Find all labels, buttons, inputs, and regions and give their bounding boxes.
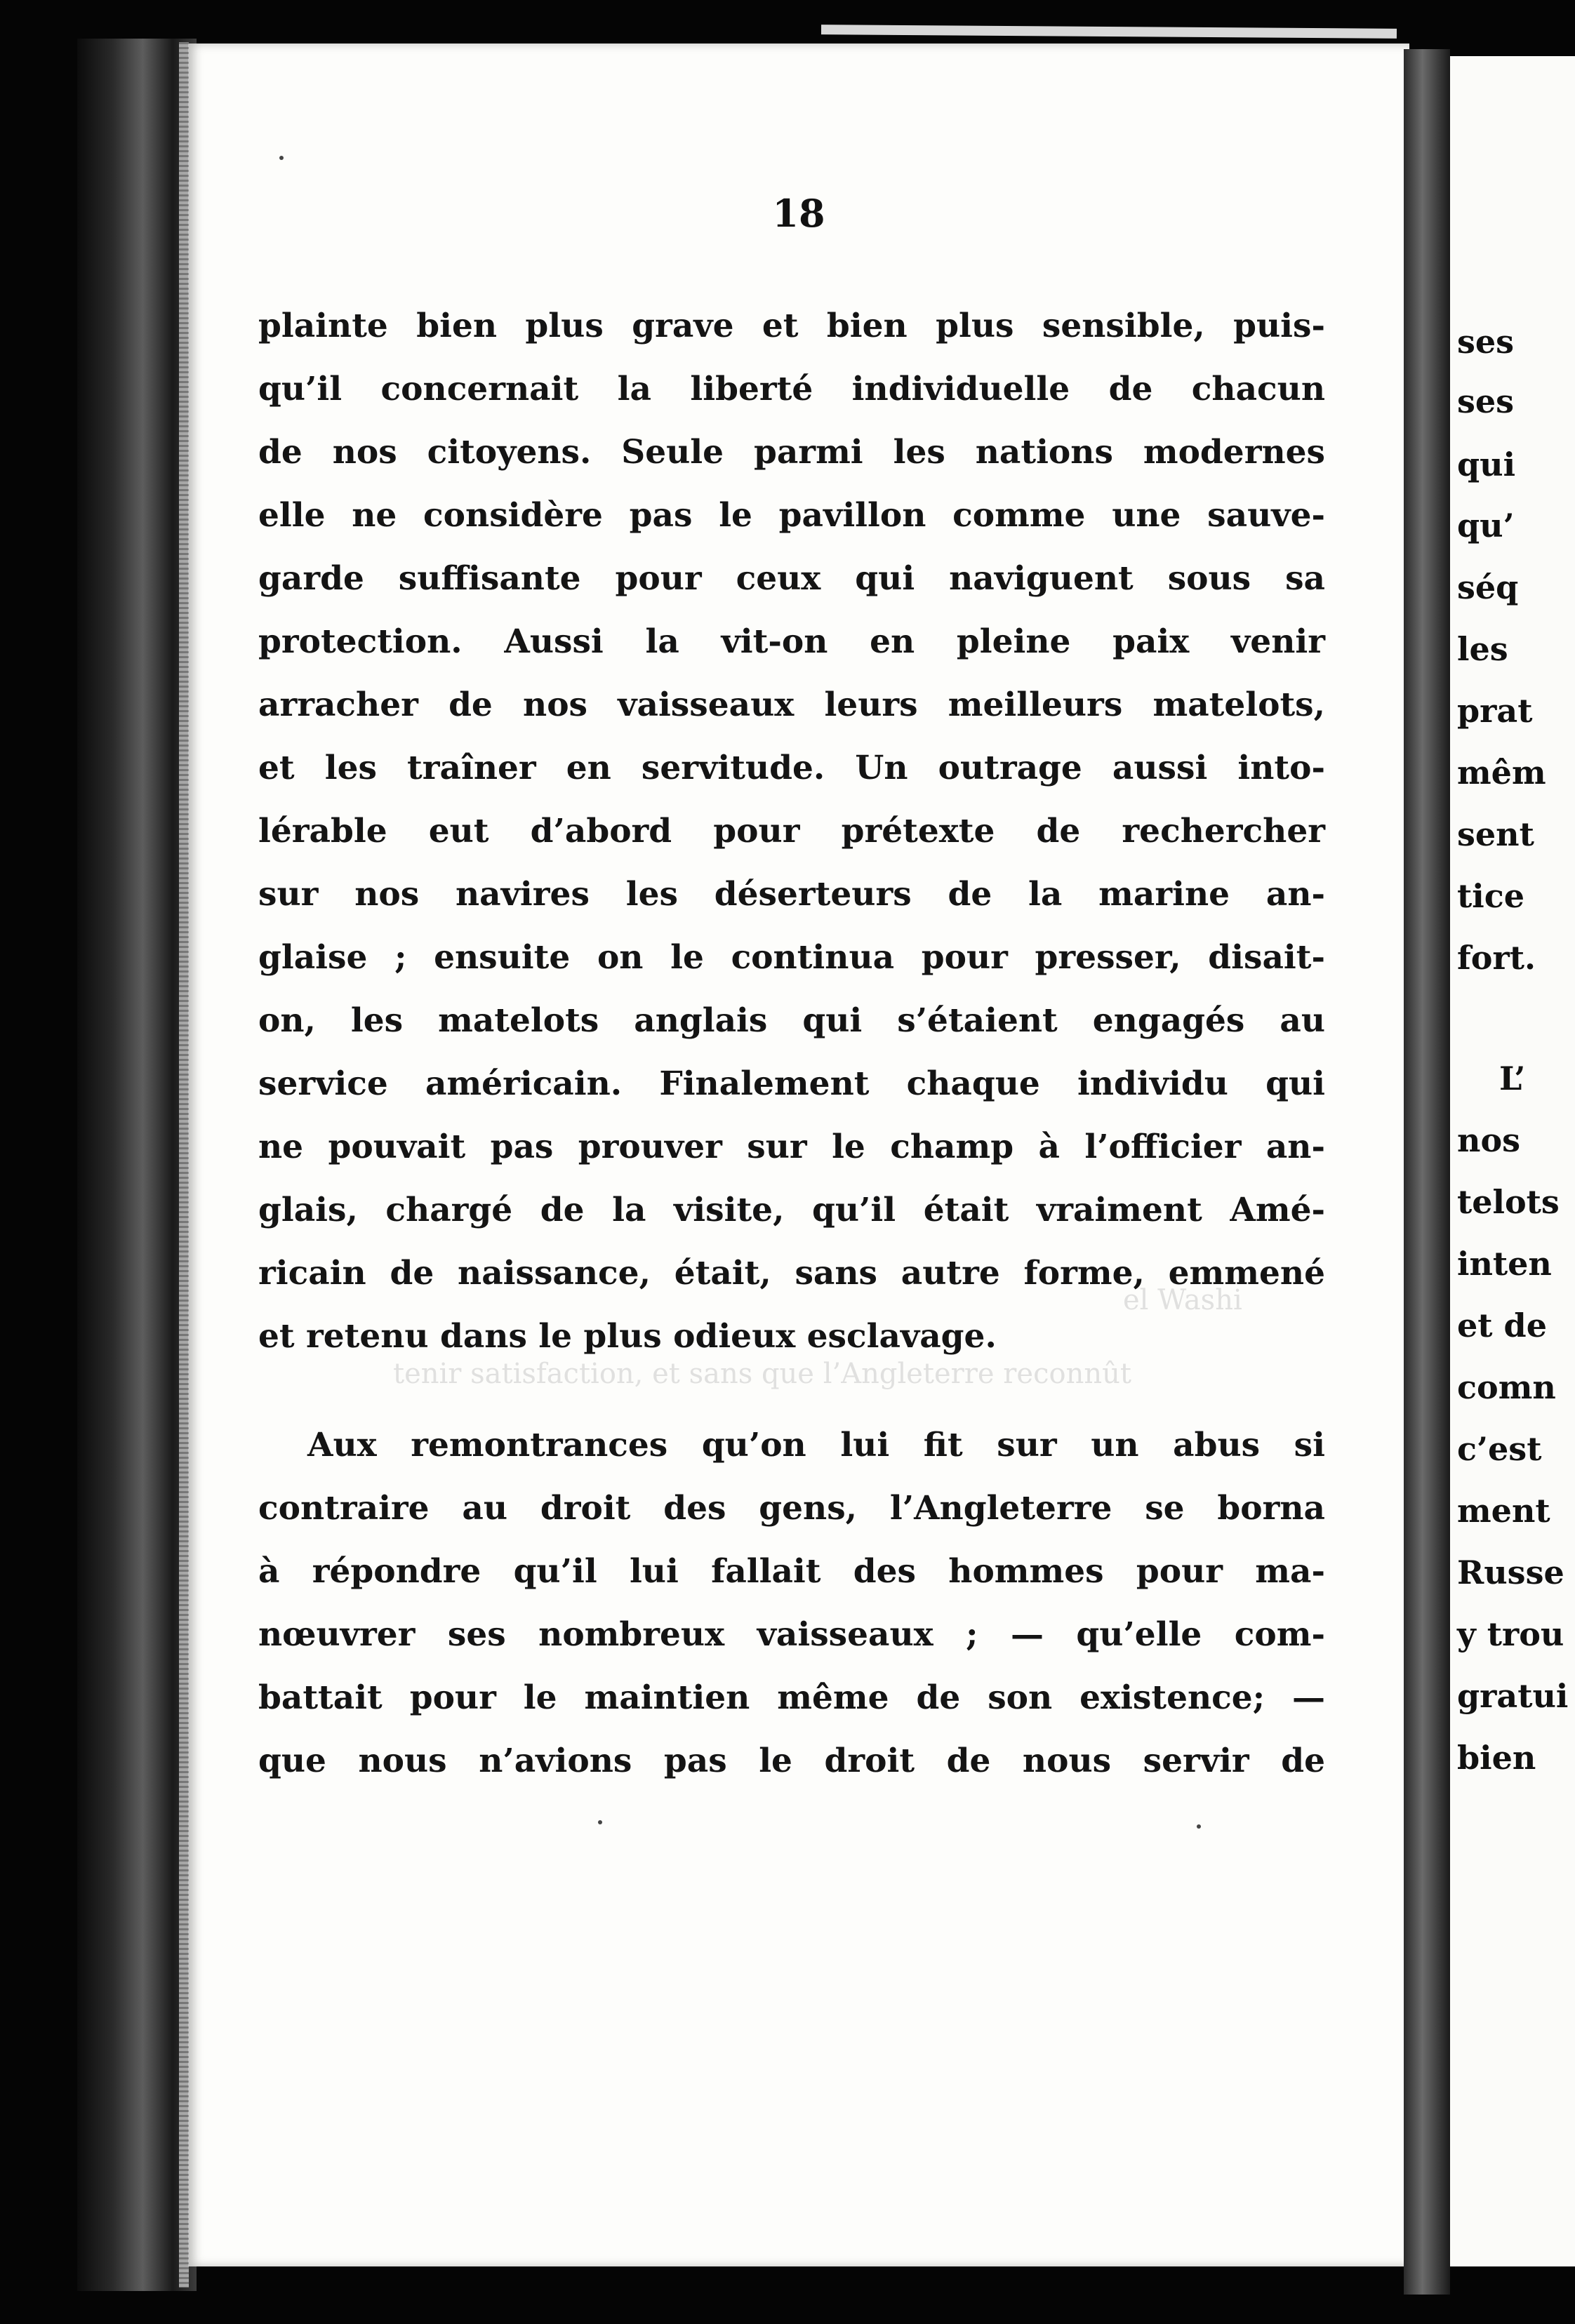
text-line: glais, chargé de la visite, qu’il était vraiment Amé- — [258, 1191, 1325, 1229]
facing-text-fragment: Russe — [1457, 1554, 1564, 1591]
facing-text-fragment: ses — [1457, 323, 1515, 361]
text-line: et les traîner en servitude. Un outrage aussi into- — [258, 749, 1325, 787]
facing-text-fragment: prat — [1457, 692, 1533, 730]
paper-speck — [1197, 1824, 1201, 1829]
text-line: et retenu dans le plus odieux esclavage. — [258, 1317, 997, 1356]
text-line: à répondre qu’il lui fallait des hommes pour ma- — [258, 1552, 1325, 1591]
facing-text-fragment: séq — [1457, 568, 1519, 606]
text-line: protection. Aussi la vit-on en pleine paix venir — [258, 622, 1325, 661]
bleed-through-text: tenir satisfaction, et sans que l’Angleterre reconnût — [393, 1358, 1131, 1390]
facing-text-fragment: ment — [1457, 1492, 1550, 1530]
text-line: garde suffisante pour ceux qui naviguent sous sa — [258, 559, 1325, 598]
text-line: glaise ; ensuite on le continua pour presser, disait- — [258, 938, 1325, 977]
facing-text-fragment: ses — [1457, 382, 1515, 420]
facing-text-fragment: comn — [1457, 1368, 1556, 1406]
text-line: battait pour le maintien même de son existence; — — [258, 1678, 1325, 1717]
text-line: service américain. Finalement chaque individu qui — [258, 1064, 1325, 1103]
text-line: que nous n’avions pas le droit de nous servir de — [258, 1742, 1325, 1780]
facing-text-fragment: gratui — [1457, 1677, 1569, 1715]
paper-speck — [279, 156, 284, 160]
text-line: lérable eut d’abord pour prétexte de rechercher — [258, 812, 1325, 850]
text-line: elle ne considère pas le pavillon comme une sauve- — [258, 496, 1325, 535]
facing-text-fragment: bien — [1457, 1739, 1536, 1777]
text-line: on, les matelots anglais qui s’étaient engagés au — [258, 1001, 1325, 1040]
facing-text-fragment: inten — [1457, 1245, 1552, 1283]
facing-page-fragment — [1450, 56, 1575, 2266]
text-line: plainte bien plus grave et bien plus sensible, puis- — [258, 307, 1325, 345]
text-line: contraire au droit des gens, l’Angleterre se borna — [258, 1489, 1325, 1528]
facing-text-fragment: y trou — [1457, 1615, 1564, 1653]
facing-text-fragment: mêm — [1457, 754, 1546, 792]
facing-text-fragment: telots — [1457, 1183, 1560, 1221]
paper-speck — [598, 1820, 602, 1824]
text-line: qu’il concernait la liberté individuelle de chacun — [258, 370, 1325, 408]
facing-text-fragment: fort. — [1457, 939, 1536, 977]
page-number: 18 — [772, 191, 825, 236]
paragraph-1 — [258, 295, 1325, 1368]
text-line: ricain de naissance, était, sans autre forme, emmené — [258, 1254, 1325, 1293]
bleed-through-text: el Washi — [1123, 1284, 1242, 1316]
facing-text-fragment: nos — [1457, 1121, 1521, 1159]
text-line: ne pouvait pas prouver sur le champ à l’officier an- — [258, 1128, 1325, 1166]
text-line: sur nos navires les déserteurs de la marine an- — [258, 875, 1325, 914]
facing-text-fragment: les — [1457, 630, 1508, 668]
facing-text-fragment: tice — [1457, 877, 1524, 915]
stray-paper-edge — [821, 25, 1397, 39]
facing-text-fragment: qui — [1457, 446, 1516, 483]
text-line: arracher de nos vaisseaux leurs meilleurs matelots, — [258, 686, 1325, 724]
facing-text-fragment: c’est — [1457, 1430, 1542, 1468]
facing-text-fragment: qu’ — [1457, 507, 1515, 545]
facing-text-fragment: sent — [1457, 815, 1534, 853]
paragraph-2 — [258, 1414, 1325, 1793]
page-stack-edge — [179, 42, 189, 2288]
text-line: Aux remontrances qu’on lui fit sur un abus si — [307, 1426, 1325, 1464]
text-line: de nos citoyens. Seule parmi les nations modernes — [258, 433, 1325, 472]
text-line: nœuvrer ses nombreux vaisseaux ; — qu’elle com- — [258, 1615, 1325, 1654]
facing-text-fragment: et de — [1457, 1307, 1547, 1344]
facing-text-fragment: L’ — [1499, 1060, 1526, 1097]
page-gutter — [1404, 49, 1450, 2295]
